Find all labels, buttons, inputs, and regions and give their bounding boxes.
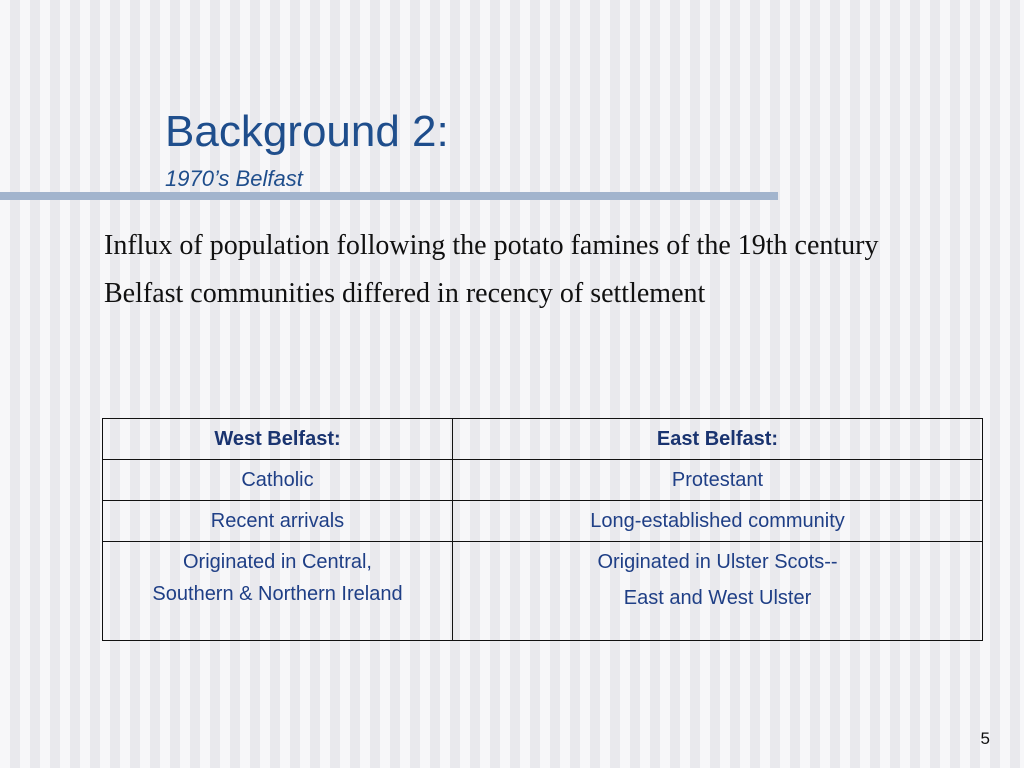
bullet-item: Belfast communities differed in recency of settlement	[104, 278, 706, 309]
cell-line: East and West Ulster	[623, 587, 812, 609]
bullet-item: Influx of population following the potato famines of the 19th century	[104, 230, 879, 261]
page-number: 5	[980, 729, 990, 748]
cell-line: Originated in Central,	[183, 551, 372, 573]
cell-line: Southern & Northern Ireland	[152, 583, 403, 605]
table-row	[103, 460, 983, 501]
column-header-east-belfast: East Belfast:	[453, 419, 983, 460]
table-cell: Protestant	[453, 460, 983, 501]
comparison-table	[102, 418, 983, 641]
table-row	[103, 542, 983, 641]
slide-title: Background 2:	[165, 107, 449, 156]
table-cell	[453, 542, 983, 641]
title-divider	[0, 192, 778, 200]
column-header-west-belfast: West Belfast:	[103, 419, 453, 460]
slide-subtitle: 1970’s Belfast	[165, 166, 303, 191]
table-header-row	[103, 419, 983, 460]
table-cell: Catholic	[103, 460, 453, 501]
table-cell: Recent arrivals	[103, 501, 453, 542]
table-row	[103, 501, 983, 542]
cell-line: Originated in Ulster Scots--	[597, 551, 838, 573]
table-cell: Long-established community	[453, 501, 983, 542]
bullet-list	[104, 226, 984, 322]
table-cell	[103, 542, 453, 641]
